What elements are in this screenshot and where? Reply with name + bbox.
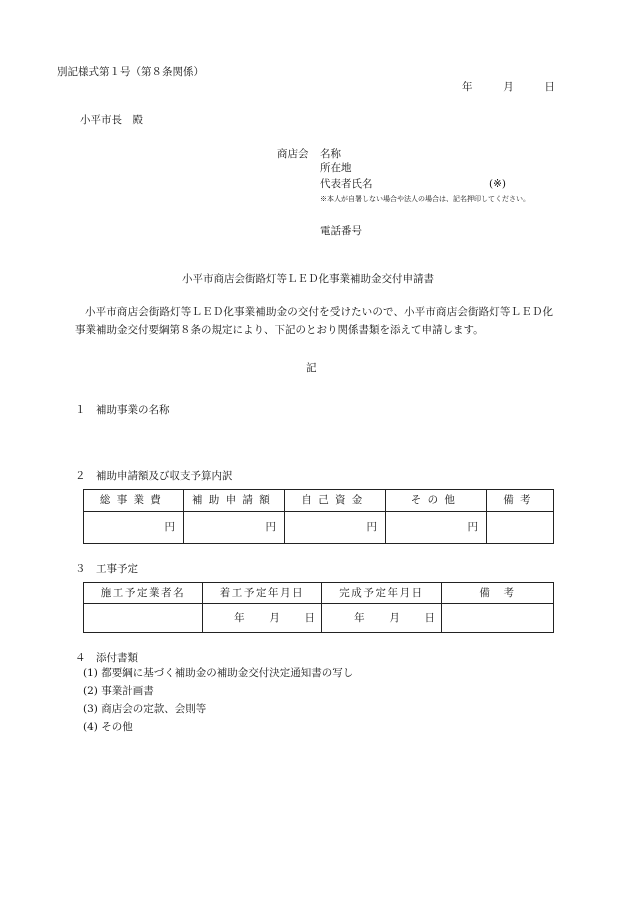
remarks-cell[interactable] (487, 512, 554, 544)
contractor-cell[interactable] (84, 604, 203, 633)
section-4-heading: ４ 添付書類 (75, 652, 138, 664)
addressee: 小平市長 殿 (80, 114, 143, 126)
applicant-address-label: 所在地 (320, 162, 352, 174)
attachment-list (83, 664, 353, 736)
applicant-phone-label: 電話番号 (320, 225, 362, 237)
header-completion-date: 完成予定年月日 (322, 583, 442, 604)
start-date-cell[interactable]: 年 月 日 (203, 604, 322, 633)
subsidy-request-cell[interactable]: 円 (184, 512, 285, 544)
section-2-heading: ２ 補助申請額及び収支予算内訳 (75, 470, 233, 482)
schedule-table-row (84, 604, 554, 633)
list-item: (1) 都要綱に基づく補助金の補助金交付決定通知書の写し (83, 667, 354, 679)
section-1-heading: １ 補助事業の名称 (75, 404, 170, 416)
header-date (462, 82, 555, 93)
total-cost-cell[interactable]: 円 (84, 512, 184, 544)
date-year: 年 (462, 81, 473, 93)
other-cell[interactable]: 円 (386, 512, 487, 544)
document-title: 小平市商店会街路灯等ＬＥＤ化事業補助金交付申請書 (182, 273, 434, 285)
completion-date-cell[interactable]: 年 月 日 (322, 604, 442, 633)
applicant-group: 商店会 (277, 148, 309, 160)
budget-table (83, 489, 554, 544)
signature-note: ※本人が自署しない場合や法人の場合は、記名押印してください。 (320, 195, 530, 203)
header-schedule-remarks: 備 考 (442, 583, 554, 604)
form-label: 別記様式第１号（第８条関係） (57, 66, 204, 78)
ki-heading: 記 (306, 362, 317, 374)
header-remarks: 備考 (487, 490, 554, 512)
applicant-rep-label: 代表者氏名 (320, 178, 373, 190)
schedule-remarks-cell[interactable] (442, 604, 554, 633)
body-paragraph: 小平市商店会街路灯等ＬＥＤ化事業補助金の交付を受けたいので、小平市商店会街路灯等ＬＥＤ化事業補助金交付要綱第８条の規定により、下記のとおり関係書類を添えて申請します。 (75, 306, 553, 336)
schedule-table (83, 582, 554, 633)
seal-mark: (※) (489, 178, 506, 190)
own-funds-cell[interactable]: 円 (285, 512, 386, 544)
list-item: (4) その他 (83, 721, 133, 733)
header-start-date: 着工予定年月日 (203, 583, 322, 604)
applicant-name-label: 名称 (320, 148, 341, 160)
header-total-cost: 総事業費 (84, 490, 184, 512)
date-day: 日 (544, 81, 555, 93)
date-month: 月 (503, 81, 514, 93)
budget-table-header-row (84, 490, 554, 512)
section-3-heading: ３ 工事予定 (75, 563, 138, 575)
list-item: (2) 事業計画書 (83, 685, 154, 697)
header-subsidy-request: 補助申請額 (184, 490, 285, 512)
schedule-table-header-row (84, 583, 554, 604)
header-other: その他 (386, 490, 487, 512)
list-item: (3) 商店会の定款、会則等 (83, 703, 207, 715)
budget-table-row (84, 512, 554, 544)
header-own-funds: 自己資金 (285, 490, 386, 512)
header-contractor: 施工予定業者名 (84, 583, 203, 604)
